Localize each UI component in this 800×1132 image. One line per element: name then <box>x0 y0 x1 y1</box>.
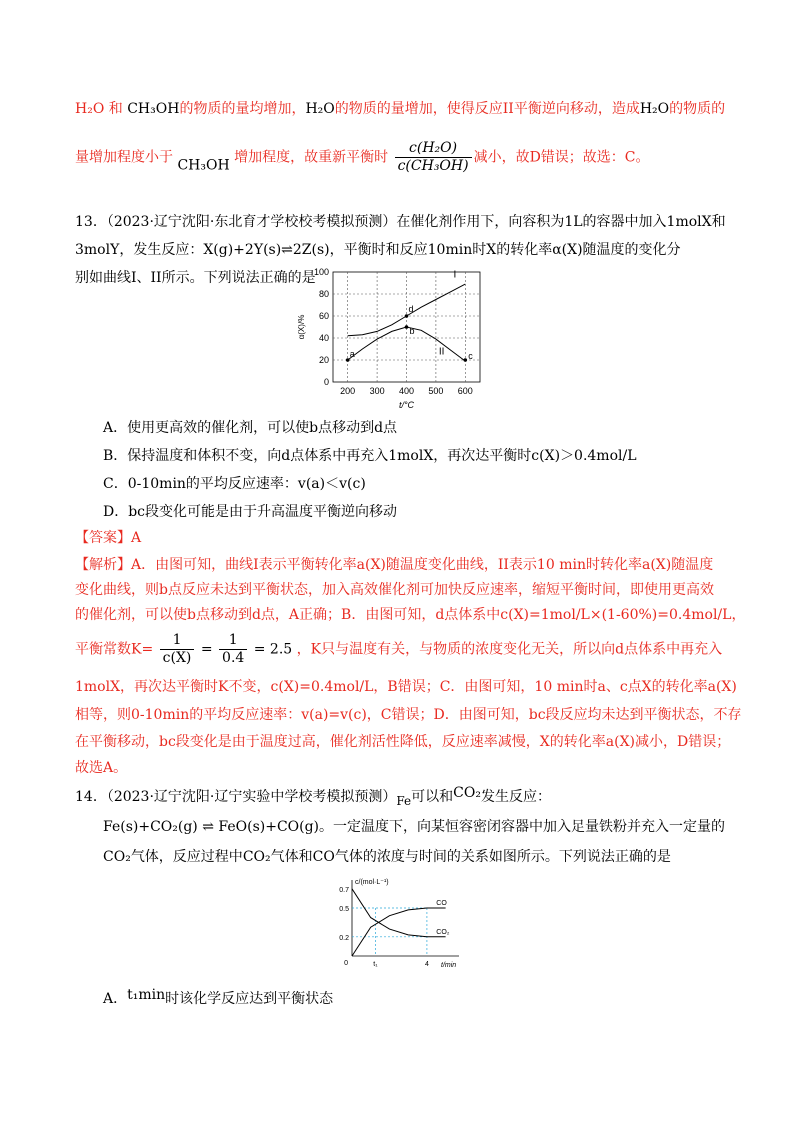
analysis-line-5: 相等，则0-10min的平均反应速率：v(a)=v(c)，C错误；D．由图可知，bc段反应均未达到平衡状态，不存 <box>75 707 742 723</box>
y-tick-label: 20 <box>318 355 329 365</box>
question-text: 别如曲线I、II所示。下列说法正确的是 <box>75 270 316 286</box>
question-14-line-2 <box>103 817 725 837</box>
curve-label-I: I <box>453 269 457 281</box>
y-tick-label: 40 <box>318 333 329 343</box>
text: 的物质的量增加，使得反应II平衡逆向移动，造成 <box>334 101 640 117</box>
question-text: 可以和 <box>411 789 454 805</box>
x-axis-label: t/°C <box>398 400 415 410</box>
question-13-line-3 <box>75 268 316 288</box>
formula-co2: CO₂ <box>453 785 481 801</box>
series-label: CO <box>436 900 447 907</box>
formula-h2o: H₂O <box>639 101 670 117</box>
fraction-denominator: c(CH₃OH) <box>397 158 469 174</box>
fraction-numerator: c(H₂O) <box>395 140 472 158</box>
fraction-denominator: c(X) <box>162 650 192 666</box>
formula-h2o: H₂O <box>305 101 335 117</box>
formula-co2: CO₂ <box>242 849 271 865</box>
option-a: A．使用更高效的催化剂，可以使b点移动到d点 <box>103 420 398 436</box>
formula-ch3oh: CH₃OH <box>177 157 230 174</box>
question-text: 3molY，发生反应：X(g)+2Y(s)⇌2Z(s)，平衡时和反应10min时X的转化率α(X)随温度的变化分 <box>75 242 681 258</box>
k-fraction-2 <box>219 632 247 667</box>
question-14-line-1 <box>75 783 551 811</box>
fraction-numerator: 1 <box>160 632 195 650</box>
point-b <box>405 325 409 329</box>
question-13-line-2 <box>75 240 681 260</box>
analysis-line-2: 变化曲线，则b点反应未达到平衡状态，加入高效催化剂可加快反应速率，缩短平衡时间，即使用更高效 <box>75 582 714 598</box>
fraction-numerator: 1 <box>219 632 247 650</box>
point-label-a: a <box>349 349 355 359</box>
formula-co2: CO₂ <box>103 849 131 865</box>
analysis-line-3: 的催化剂，可以使b点移动到d点，A正确；B．由图可知，d点体系中c(X)=1mol/L×(1-60%)=0.4mol/L， <box>75 607 746 623</box>
text: 和 <box>108 101 123 117</box>
formula-h2o: H₂O <box>75 101 105 117</box>
series-label: CO₂ <box>436 928 450 936</box>
conversion-temperature-chart <box>290 266 495 414</box>
option-text: 时该化学反应达到平衡状态 <box>165 991 334 1007</box>
origin-label: 0 <box>344 960 348 967</box>
formula-ch3oh: CH₃OH <box>127 101 180 117</box>
x-tick-label: 400 <box>398 386 415 396</box>
analysis-text: A．由图可知，曲线I表示平衡转化率a(X)随温度变化曲线，II表示10 min时转化率a(X)随温度 <box>131 557 714 573</box>
answer-value: A <box>131 530 142 546</box>
y-axis-label: c/(mol·L⁻¹) <box>355 879 389 886</box>
text: ，K只与温度有关，与物质的浓度变化无关，所以向d点体系中再充入 <box>296 641 723 658</box>
point-label-d: d <box>408 304 414 314</box>
ratio-fraction <box>395 140 472 175</box>
question-14-line-3 <box>103 847 671 867</box>
k-fraction-1 <box>160 632 195 667</box>
point-c <box>464 358 468 362</box>
y-tick-label: 0 <box>323 377 329 387</box>
question-text: （2023·辽宁沈阳·辽宁实验中学校考模拟预测） <box>106 789 397 805</box>
y-tick-label: 0.5 <box>339 906 349 913</box>
x-tick-label: t₁ <box>373 961 378 968</box>
analysis-label: 【解析】 <box>75 557 131 573</box>
point-d <box>405 314 409 318</box>
option-c: C．0-10min的平均反应速率：v(a)＜v(c) <box>103 476 366 492</box>
point-label-b: b <box>409 326 415 336</box>
y-tick-label: 80 <box>318 289 329 299</box>
text: 的物质的量均增加， <box>179 101 306 117</box>
option-b: B．保持温度和体积不变，向d点体系中再充入1molX，再次达平衡时c(X)＞0.4mol/L <box>103 448 637 464</box>
question-text: 气体和 <box>270 849 313 865</box>
y-tick-label: 0.7 <box>339 886 349 894</box>
question-number: 13． <box>75 214 107 230</box>
question-text: 气体，反应过程中 <box>130 849 243 865</box>
option-d: D．bc段变化可能是由于升高温度平衡逆向移动 <box>103 504 398 520</box>
x-tick-label: 600 <box>457 386 473 396</box>
equals: = <box>200 641 213 658</box>
k-value: = 2.5 <box>253 641 293 658</box>
formula-t1: t₁min <box>127 987 166 1003</box>
text: 减小，故D错误；故选：C。 <box>473 149 650 166</box>
answer-line <box>75 528 141 548</box>
text: 平衡常数K= <box>75 641 154 658</box>
question-13-line-1 <box>75 212 726 232</box>
analysis-line-4: 1molX，再次达平衡时K不变，c(X)=0.4mol/L，B错误；C．由图可知，10 min时a、c点X的转化率a(X) <box>75 679 737 695</box>
concentration-time-chart <box>330 876 465 972</box>
prev-explanation-line-1 <box>75 99 725 119</box>
x-axis-label: t/min <box>441 962 457 969</box>
x-tick-label: 200 <box>340 386 356 396</box>
x-tick-label: 500 <box>428 386 444 396</box>
point-label-c: c <box>468 351 473 361</box>
analysis-line-7: 故选A。 <box>75 760 128 776</box>
reaction-equation: Fe(s)+CO₂(g) ⇌ FeO(s)+CO(g) <box>103 819 320 835</box>
option-label: A． <box>103 991 128 1007</box>
question-text: 发生反应： <box>480 789 551 805</box>
answer-label: 【答案】 <box>75 530 131 546</box>
question-text: 气体的浓度与时间的关系如图所示。下列说法正确的是 <box>334 849 671 865</box>
formula-co: CO <box>312 849 335 865</box>
y-tick-label: 60 <box>318 311 329 321</box>
fraction-denominator: 0.4 <box>222 650 245 666</box>
y-tick-label: 100 <box>313 267 329 277</box>
question-text: 。一定温度下，向某恒容密闭容器中加入足量铁粉并充入一定量的 <box>319 819 726 835</box>
text: 的物质的 <box>669 101 726 117</box>
option-14-a <box>103 985 333 1009</box>
question-text: （2023·辽宁沈阳·东北育才学校校考模拟预测）在催化剂作用下，向容积为1L的容器中加入1molX和 <box>106 214 726 230</box>
text: 增加程度，故重新平衡时 <box>234 149 389 166</box>
analysis-k-line <box>75 632 722 667</box>
curve-label-II: II <box>438 346 445 358</box>
analysis-line-6: 在平衡移动，bc段变化是由于温度过高，催化剂活性降低，反应速率减慢，X的转化率a(X)减小，D错误； <box>75 734 731 750</box>
prev-explanation-line-2 <box>75 140 650 176</box>
y-axis-label: α(X)/% <box>297 314 306 340</box>
y-tick-label: 0.2 <box>339 934 349 942</box>
analysis-line-1 <box>75 555 713 575</box>
x-tick-label: 300 <box>369 386 385 396</box>
text: 量增加程度小于 <box>75 149 173 166</box>
question-number: 14． <box>75 789 107 805</box>
formula-fe: Fe <box>396 794 412 808</box>
x-tick-label: 4 <box>424 961 429 968</box>
